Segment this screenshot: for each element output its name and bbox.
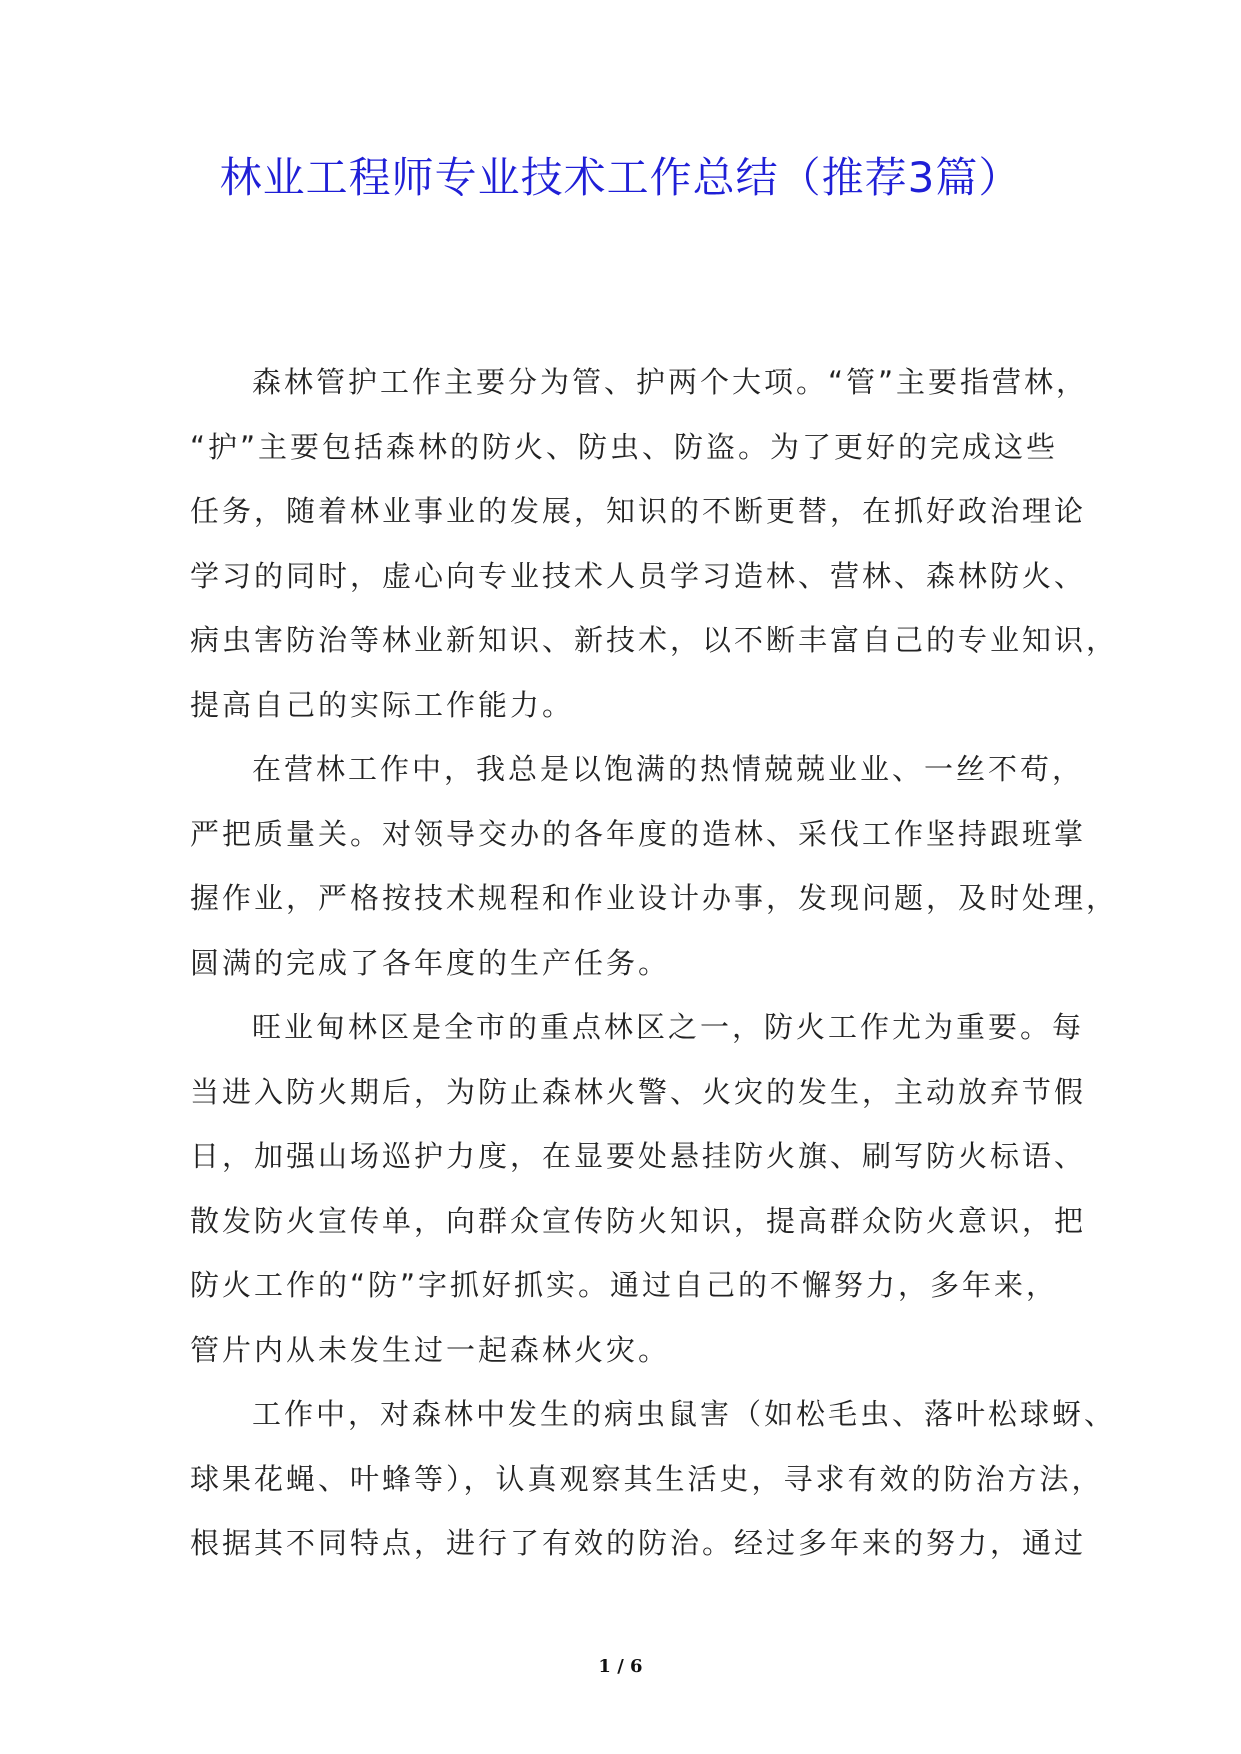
document-body bbox=[190, 350, 1119, 1576]
text-line: 森林管护工作主要分为管、护两个大项。“管”主要指营林， bbox=[252, 365, 1089, 399]
text-line: 防火工作的“防”字抓好抓实。通过自己的不懈努力，多年来， bbox=[190, 1268, 1059, 1302]
text-line: 球果花蝇、叶蜂等），认真观察其生活史，寻求有效的防治方法， bbox=[190, 1461, 1104, 1496]
paragraph-4 bbox=[190, 1382, 1117, 1576]
text-line: 圆满的完成了各年度的生产任务。 bbox=[190, 945, 671, 980]
text-line: “护”主要包括森林的防火、防虫、防盗。为了更好的完成这些 bbox=[190, 429, 1059, 464]
text-line: 散发防火宣传单，向群众宣传防火知识，提高群众防火意识，把 bbox=[190, 1203, 1087, 1238]
paragraph-2 bbox=[190, 737, 1119, 995]
text-line: 提高自己的实际工作能力。 bbox=[190, 687, 575, 722]
page-title: 林业工程师专业技术工作总结（推荐3篇） bbox=[219, 153, 1022, 202]
text-line: 严把质量关。对领导交办的各年度的造林、采伐工作坚持跟班掌 bbox=[190, 816, 1087, 851]
text-line: 握作业，严格按技术规程和作业设计办事，发现问题，及时处理， bbox=[190, 881, 1119, 915]
text-line: 学习的同时，虚心向专业技术人员学习造林、营林、森林防火、 bbox=[190, 558, 1087, 593]
text-line: 任务，随着林业事业的发展，知识的不断更替，在抓好政治理论 bbox=[190, 494, 1087, 528]
text-line: 日，加强山场巡护力度，在显要处悬挂防火旗、刷写防火标语、 bbox=[190, 1139, 1087, 1173]
text-line: 根据其不同特点，进行了有效的防治。经过多年来的努力，通过 bbox=[190, 1526, 1087, 1560]
text-line: 旺业甸林区是全市的重点林区之一，防火工作尤为重要。每 bbox=[252, 1010, 1085, 1044]
paragraph-1 bbox=[190, 350, 1119, 737]
text-line: 管片内从未发生过一起森林火灾。 bbox=[190, 1332, 671, 1367]
text-line: 工作中，对森林中发生的病虫鼠害（如松毛虫、落叶松球蚜、 bbox=[252, 1397, 1117, 1431]
paragraph-3 bbox=[190, 995, 1090, 1382]
page-number: 1 / 6 bbox=[598, 1656, 643, 1677]
text-line: 病虫害防治等林业新知识、新技术，以不断丰富自己的专业知识， bbox=[190, 623, 1119, 657]
text-line: 当进入防火期后，为防止森林火警、火灾的发生，主动放弃节假 bbox=[190, 1074, 1087, 1109]
text-line: 在营林工作中，我总是以饱满的热情兢兢业业、一丝不苟， bbox=[252, 752, 1085, 786]
